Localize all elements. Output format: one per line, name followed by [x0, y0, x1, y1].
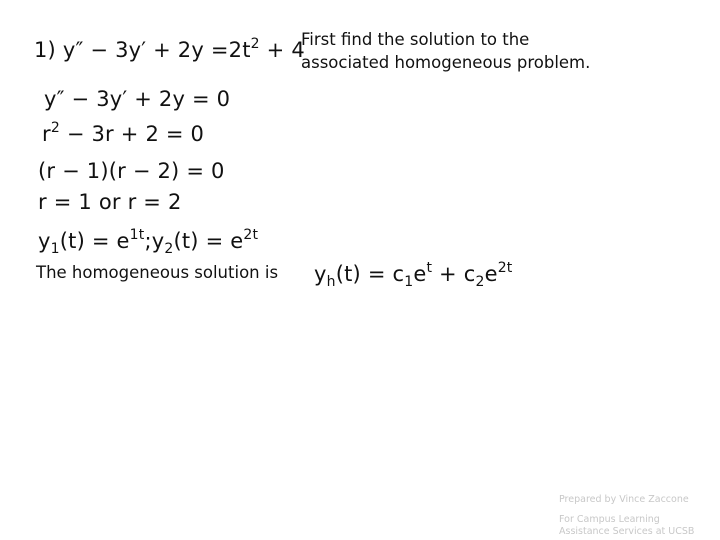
problem-equation: [34, 38, 305, 62]
y2-base: y: [151, 229, 165, 253]
basis-solutions: [38, 227, 259, 257]
y1-sub: 1: [50, 241, 60, 257]
problem-equals: =: [210, 38, 229, 62]
instruction-line-1: First find the solution to the: [301, 30, 530, 49]
separator: ;: [144, 229, 152, 253]
y1-mid: (t) = e: [59, 229, 130, 253]
e2: e: [484, 262, 498, 286]
yh-base: y: [314, 262, 327, 286]
char-base: r: [42, 122, 51, 146]
homogeneous-equation: y″ − 3y′ + 2y = 0: [44, 87, 231, 111]
y2-mid: (t) = e: [173, 229, 244, 253]
char-rest: − 3r + 2 = 0: [59, 122, 205, 146]
problem-number: 1): [34, 38, 56, 62]
instruction-text: [301, 28, 590, 74]
factored-equation: (r − 1)(r − 2) = 0: [38, 159, 225, 183]
credit-author: Prepared by Vince Zaccone: [559, 494, 689, 505]
roots-line: r = 1 or r = 2: [38, 190, 182, 214]
problem-rhs-exp: 2: [250, 36, 260, 52]
yh-mid: (t) = c: [335, 262, 405, 286]
y1-exp: 1t: [129, 227, 145, 243]
credit-line-3: Assistance Services at UCSB: [559, 526, 695, 537]
e2-exp: 2t: [497, 260, 513, 276]
problem-lhs: y″ − 3y′ + 2y: [62, 38, 204, 62]
result-label: The homogeneous solution is: [36, 263, 279, 282]
characteristic-equation: [42, 122, 204, 146]
c2-sub: 2: [475, 274, 485, 290]
char-exp: 2: [50, 120, 60, 136]
y1-base: y: [38, 229, 51, 253]
instruction-line-2: associated homogeneous problem.: [301, 53, 591, 72]
homogeneous-solution: [314, 260, 513, 290]
problem-rhs-coef: 2t: [228, 38, 251, 62]
yh-sub: h: [326, 274, 336, 290]
e1: e: [413, 262, 427, 286]
credit-line-2: For Campus Learning: [559, 514, 660, 525]
problem-rhs-tail: + 4: [259, 38, 305, 62]
e1-exp: t: [426, 260, 433, 276]
c1-sub: 1: [404, 274, 414, 290]
y2-exp: 2t: [243, 227, 259, 243]
plus-c: + c: [432, 262, 476, 286]
y2-sub: 2: [164, 241, 174, 257]
